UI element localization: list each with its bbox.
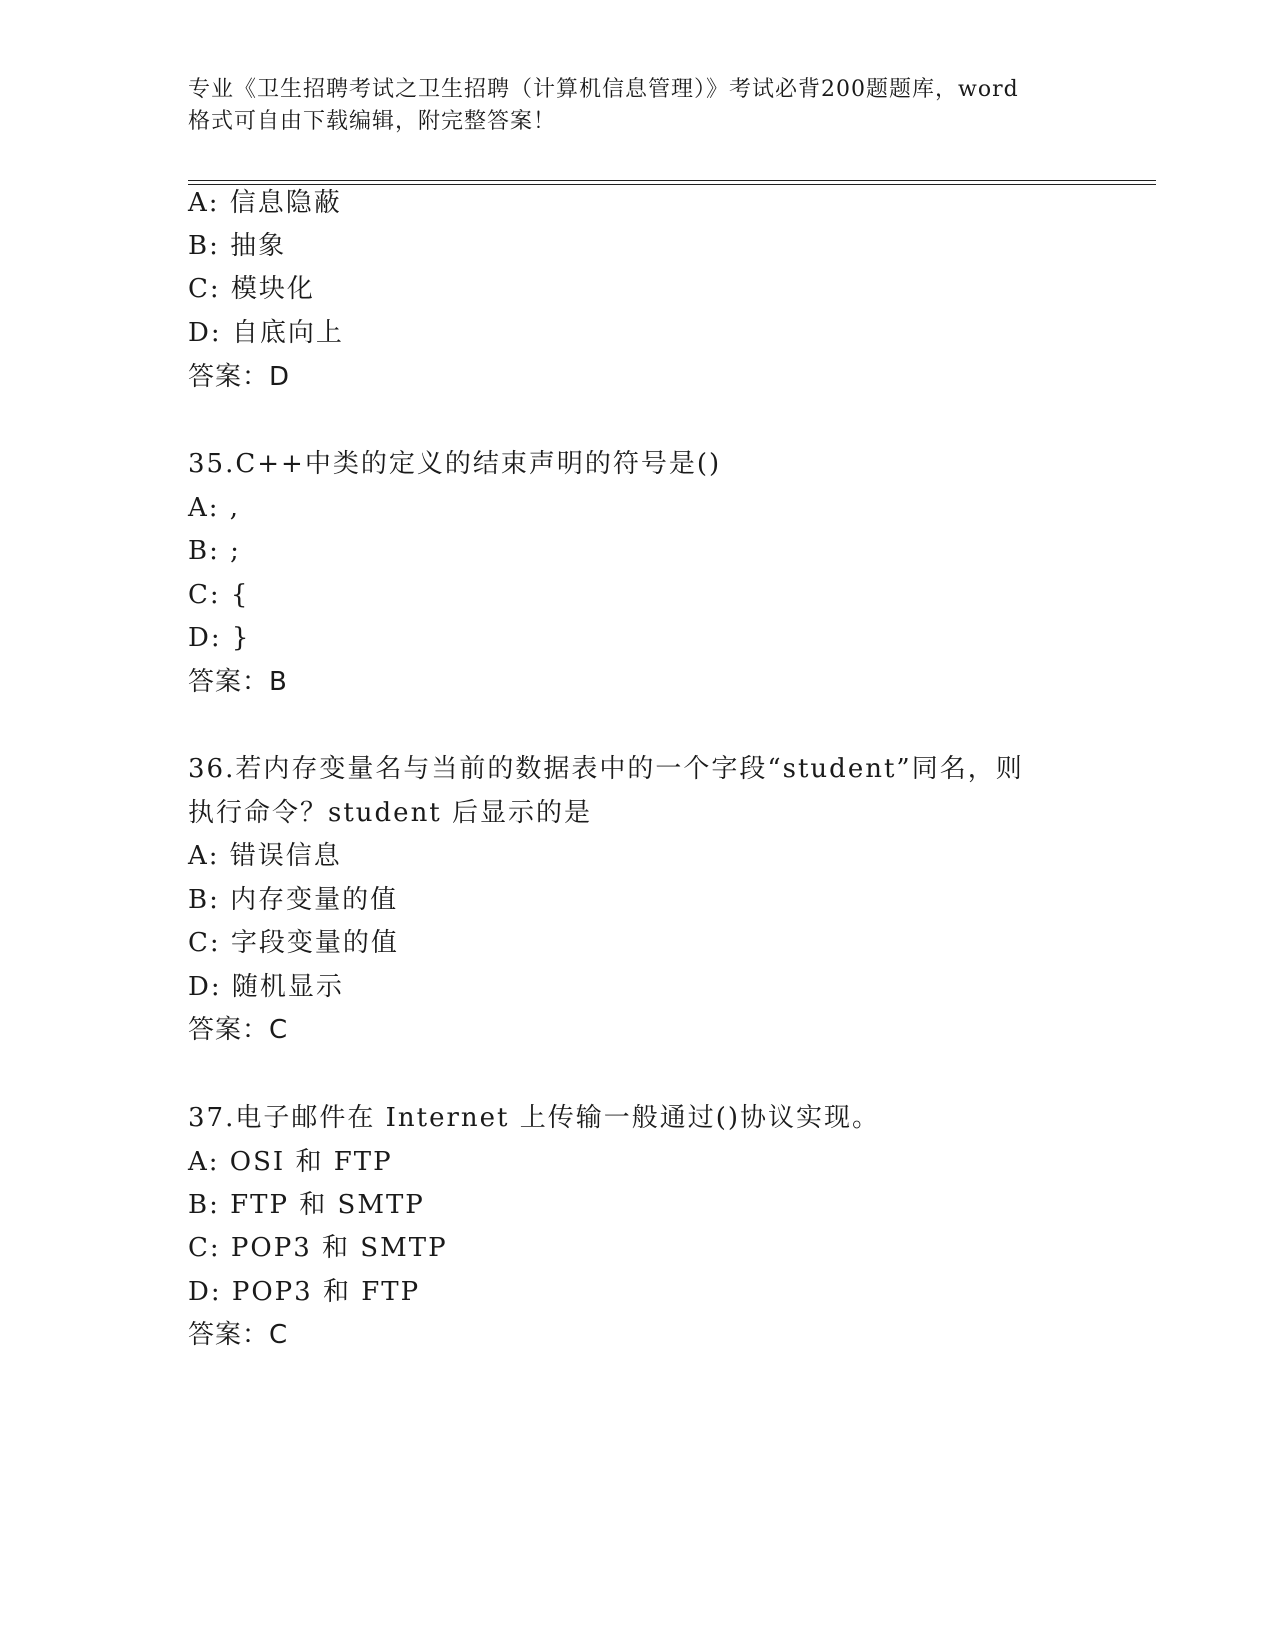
q37-answer: 答案：C — [188, 1320, 289, 1350]
q35-option-d: D: } — [188, 623, 251, 653]
header-divider — [188, 180, 1156, 185]
q34-option-d: D: 自底向上 — [188, 318, 344, 348]
header-line-2: 格式可自由下载编辑，附完整答案！ — [188, 109, 557, 134]
q36-option-d: D: 随机显示 — [188, 972, 344, 1002]
q37-option-d: D: POP3 和 FTP — [188, 1277, 421, 1307]
q35-option-a: A: , — [188, 493, 241, 523]
q35-question: 35.C++中类的定义的结束声明的符号是() — [188, 449, 722, 479]
q36-option-b: B: 内存变量的值 — [188, 885, 399, 915]
q34-option-b: B: 抽象 — [188, 231, 287, 261]
q37-option-a: A: OSI 和 FTP — [188, 1147, 393, 1177]
q37-option-b: B: FTP 和 SMTP — [188, 1190, 425, 1220]
q36-answer: 答案：C — [188, 1015, 289, 1045]
q34-option-c: C: 模块化 — [188, 274, 315, 304]
q35-option-b: B: ; — [188, 536, 241, 566]
q37-question: 37.电子邮件在 Internet 上传输一般通过()协议实现。 — [188, 1103, 881, 1133]
q35-option-c: C: { — [188, 580, 250, 610]
q36-option-a: A: 错误信息 — [188, 841, 342, 871]
q36-question-line-2: 执行命令？student 后显示的是 — [188, 798, 593, 828]
header-line-1: 专业《卫生招聘考试之卫生招聘（计算机信息管理）》考试必背200题题库，word — [188, 77, 1019, 102]
page-header — [188, 74, 1088, 138]
q34-option-a: A: 信息隐蔽 — [188, 188, 342, 218]
q34-answer: 答案：D — [188, 362, 291, 392]
q37-option-c: C: POP3 和 SMTP — [188, 1233, 448, 1263]
q35-answer: 答案：B — [188, 667, 288, 697]
q36-option-c: C: 字段变量的值 — [188, 928, 399, 958]
q36-question-line-1: 36.若内存变量名与当前的数据表中的一个字段“student”同名，则 — [188, 754, 1024, 784]
